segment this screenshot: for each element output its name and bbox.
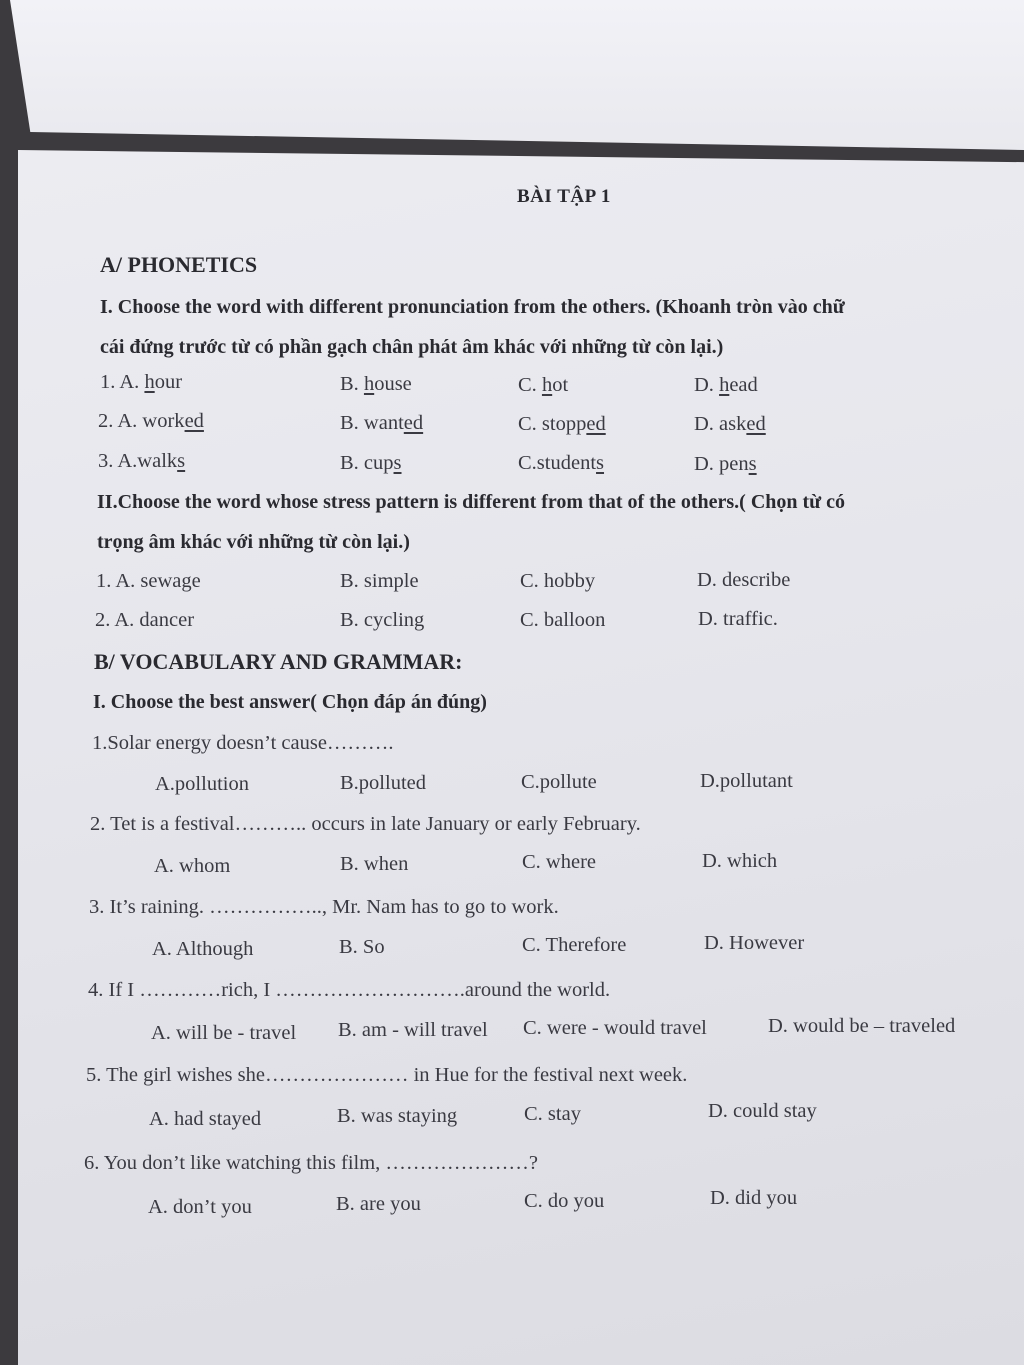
section-a-heading: A/ PHONETICS bbox=[100, 252, 258, 277]
grammar-q3-option-a[interactable]: A. Although bbox=[152, 938, 254, 960]
grammar-q1-option-b[interactable]: B.polluted bbox=[340, 772, 426, 794]
page-title: BÀI TẬP 1 bbox=[517, 186, 611, 207]
stress-q2-option-d[interactable]: D. traffic. bbox=[698, 608, 778, 630]
phonetics-q3-option-b[interactable]: B. cups bbox=[340, 452, 402, 474]
stress-q1-option-a[interactable]: 1. A. sewage bbox=[96, 570, 201, 592]
phonetics-q2-option-c[interactable]: C. stopped bbox=[518, 413, 606, 435]
grammar-q3-option-b[interactable]: B. So bbox=[339, 936, 385, 958]
phonetics-q1-option-b[interactable]: B. house bbox=[340, 373, 412, 395]
grammar-q5-option-a[interactable]: A. had stayed bbox=[149, 1108, 262, 1130]
grammar-q3-option-c[interactable]: C. Therefore bbox=[522, 934, 627, 956]
grammar-q2-option-c[interactable]: C. where bbox=[522, 851, 597, 873]
phonetics-q3-option-c[interactable]: C.students bbox=[518, 452, 605, 474]
phonetics-q1-option-d[interactable]: D. head bbox=[694, 374, 758, 396]
phonetics-q2-option-b[interactable]: B. wanted bbox=[340, 412, 424, 434]
phonetics-q1-option-c[interactable]: C. hot bbox=[518, 374, 569, 396]
phonetics-q2-option-a[interactable]: 2. A. worked bbox=[98, 410, 204, 432]
grammar-q6-text: 6. You don’t like watching this film, …………………? bbox=[84, 1152, 539, 1174]
grammar-q6-option-d[interactable]: D. did you bbox=[710, 1187, 798, 1209]
grammar-q5-option-b[interactable]: B. was staying bbox=[337, 1105, 458, 1127]
grammar-q1-option-d[interactable]: D.pollutant bbox=[700, 770, 793, 792]
grammar-q4-option-a[interactable]: A. will be - travel bbox=[151, 1022, 297, 1044]
stress-q1-option-b[interactable]: B. simple bbox=[340, 570, 419, 592]
grammar-q6-option-a[interactable]: A. don’t you bbox=[148, 1196, 252, 1218]
phonetics-instruction-line1: I. Choose the word with different pronunciation from the others. (Khoanh tròn vào chữ bbox=[100, 296, 845, 318]
grammar-q2-option-b[interactable]: B. when bbox=[340, 853, 409, 875]
stress-q1-option-d[interactable]: D. describe bbox=[697, 569, 791, 591]
grammar-q2-option-a[interactable]: A. whom bbox=[154, 855, 231, 877]
phonetics-q1-option-a[interactable]: 1. A. hour bbox=[100, 371, 183, 393]
stress-q2-option-b[interactable]: B. cycling bbox=[340, 609, 425, 631]
grammar-q5-option-c[interactable]: C. stay bbox=[524, 1103, 581, 1125]
grammar-q2-text: 2. Tet is a festival……….. occurs in late January or early February. bbox=[90, 813, 641, 835]
grammar-q1-text: 1.Solar energy doesn’t cause………. bbox=[92, 732, 394, 754]
phonetics-instruction-line2: cái đứng trước từ có phần gạch chân phát âm khác với những từ còn lại.) bbox=[100, 336, 724, 358]
stress-q1-option-c[interactable]: C. hobby bbox=[520, 570, 596, 592]
grammar-q2-option-d[interactable]: D. which bbox=[702, 850, 778, 872]
grammar-q6-option-c[interactable]: C. do you bbox=[524, 1190, 605, 1212]
grammar-q5-option-d[interactable]: D. could stay bbox=[708, 1100, 817, 1122]
stress-instruction-line1: II.Choose the word whose stress pattern is different from that of the others.( Chọn từ có bbox=[97, 491, 846, 513]
grammar-q4-option-b[interactable]: B. am - will travel bbox=[338, 1019, 488, 1041]
grammar-q1-option-a[interactable]: A.pollution bbox=[155, 773, 249, 795]
grammar-q3-text: 3. It’s raining. …………….., Mr. Nam has to go to work. bbox=[89, 896, 559, 918]
phonetics-q3-option-a[interactable]: 3. A.walks bbox=[98, 450, 186, 472]
section-b-heading: B/ VOCABULARY AND GRAMMAR: bbox=[94, 649, 463, 674]
grammar-q4-option-c[interactable]: C. were - would travel bbox=[523, 1017, 707, 1039]
phonetics-q2-option-d[interactable]: D. asked bbox=[694, 413, 766, 435]
back-sheet bbox=[10, 0, 1024, 150]
grammar-q1-option-c[interactable]: C.pollute bbox=[521, 771, 597, 793]
grammar-q3-option-d[interactable]: D. However bbox=[704, 932, 805, 954]
grammar-q6-option-b[interactable]: B. are you bbox=[336, 1193, 421, 1215]
grammar-instruction: I. Choose the best answer( Chọn đáp án đúng) bbox=[93, 691, 487, 713]
grammar-q5-text: 5. The girl wishes she………………… in Hue for the festival next week. bbox=[86, 1064, 688, 1086]
grammar-q4-text: 4. If I …………rich, I ……………………….around the world. bbox=[88, 979, 611, 1001]
stress-instruction-line2: trọng âm khác với những từ còn lại.) bbox=[97, 531, 410, 553]
worksheet-page bbox=[18, 150, 1024, 1365]
grammar-q4-option-d[interactable]: D. would be – traveled bbox=[768, 1015, 956, 1037]
phonetics-q3-option-d[interactable]: D. pens bbox=[694, 453, 757, 475]
stress-q2-option-a[interactable]: 2. A. dancer bbox=[95, 609, 195, 631]
stress-q2-option-c[interactable]: C. balloon bbox=[520, 609, 606, 631]
